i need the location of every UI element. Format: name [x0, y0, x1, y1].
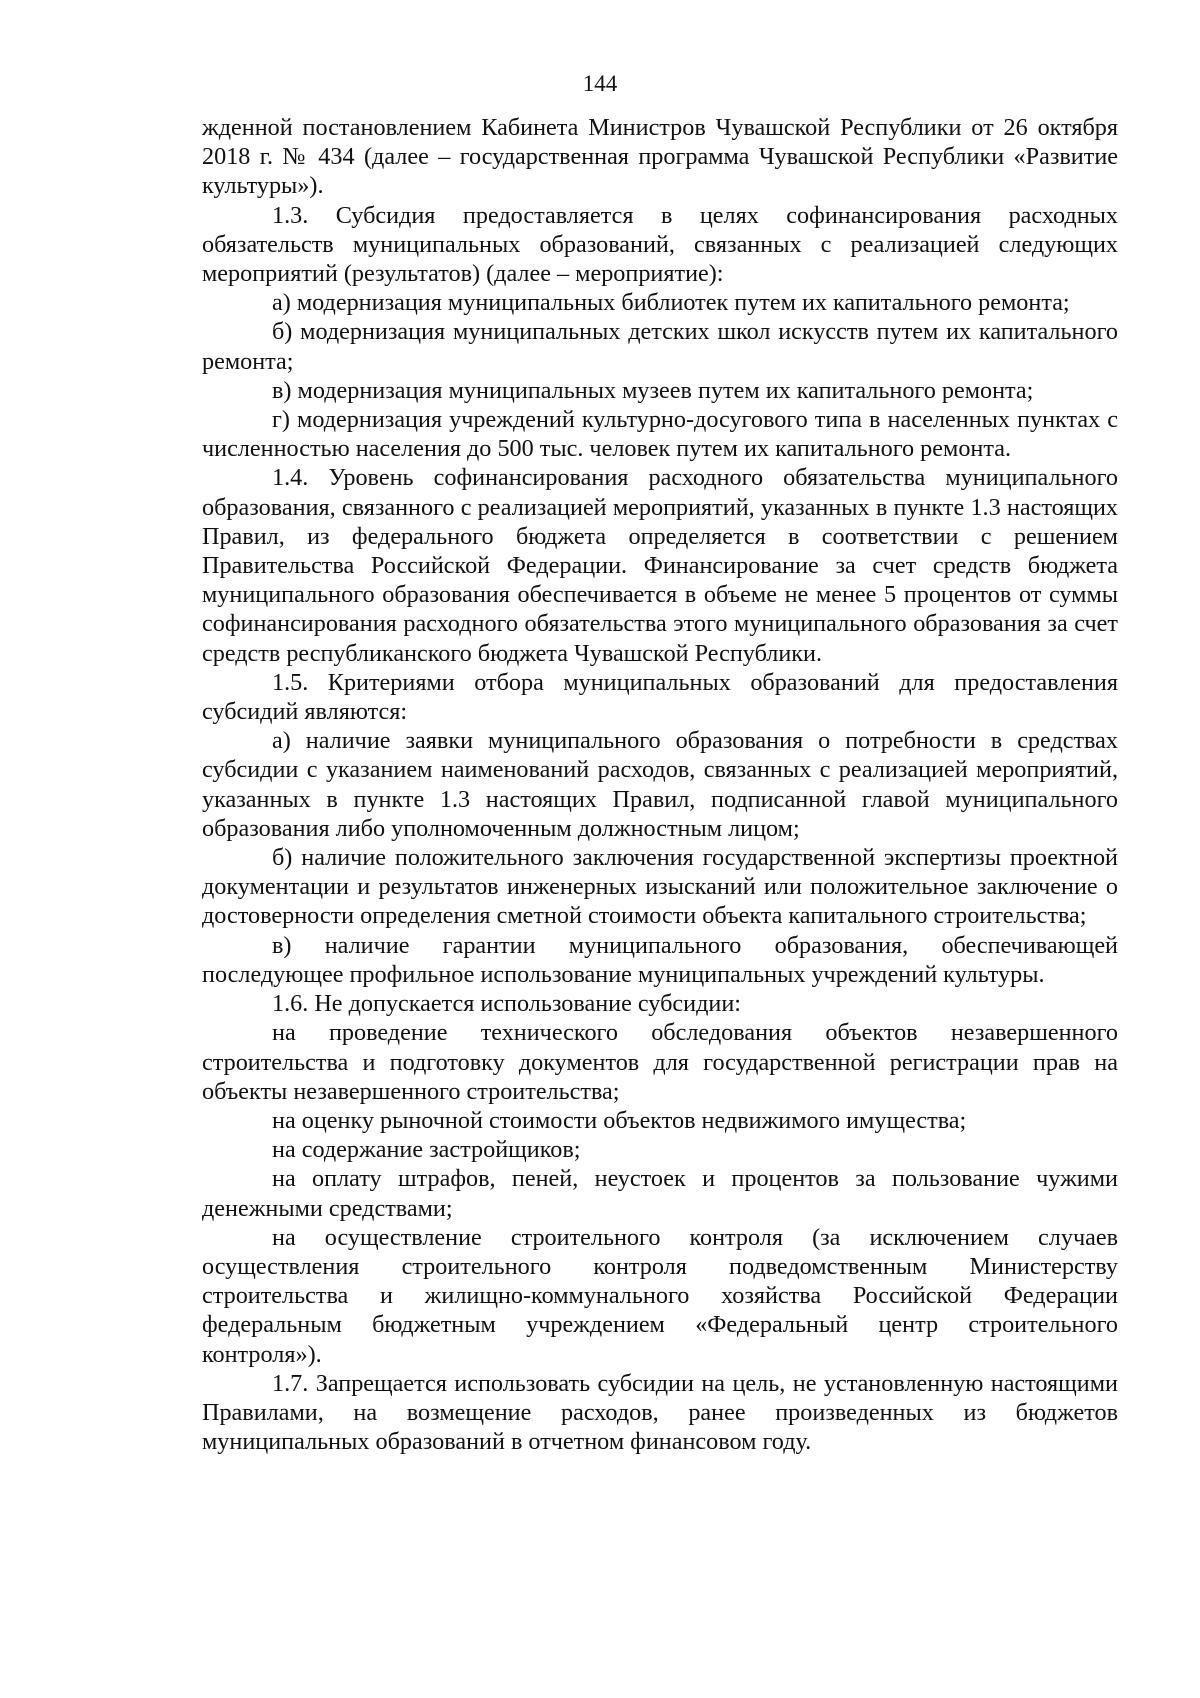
- list-item-1-3-b: б) модернизация муниципальных детских школ искусств путем их капитального ремонта;: [202, 318, 1118, 375]
- list-item-1-5-v: в) наличие гарантии муниципального образования, обеспечивающей последующее профильное использование муниципальных учреждений культуры.: [202, 931, 1118, 988]
- list-item-1-3-a: а) модернизация муниципальных библиотек путем их капитального ремонта;: [272, 289, 1070, 317]
- list-item-1-6-1: на проведение технического обследования объектов незавершенного строительства и подготовку документов для государственной регистрации прав на объекты незавершенного строительства;: [202, 1019, 1118, 1105]
- list-item-1-6-4: на оплату штрафов, пеней, неустоек и процентов за пользование чужими денежными средствами;: [202, 1165, 1118, 1222]
- paragraph-continuation: жденной постановлением Кабинета Министров Чувашской Республики от 26 октября 2018 г. № 434 (далее – государственная программа Чувашской Республики «Развитие культуры»).: [202, 114, 1118, 200]
- paragraph-1-7: 1.7. Запрещается использовать субсидии на цель, не установленную настоящими Правилами, на возмещение расходов, ранее произведенных из бюджетов муниципальных образований в отчетном финансовом году.: [202, 1369, 1118, 1456]
- document-body: [202, 113, 1118, 1456]
- paragraph-1-3: 1.3. Субсидия предоставляется в целях софинансирования расходных обязательств муниципальных образований, связанных с реализацией следующих мероприятий (результатов) (далее – мероприятие):: [202, 201, 1118, 288]
- list-item-1-3-g: г) модернизация учреждений культурно-досугового типа в населенных пунктах с численностью населения до 500 тыс. человек путем их капитального ремонта.: [202, 406, 1118, 463]
- paragraph-1-5: 1.5. Критериями отбора муниципальных образований для предоставления субсидий являются:: [202, 668, 1118, 726]
- paragraph-1-6: 1.6. Не допускается использование субсидии:: [272, 990, 741, 1018]
- list-item-1-6-5: на осуществление строительного контроля (за исключением случаев осуществления строительного контроля подведомственным Министерству строительства и жилищно-коммунального хозяйства Российской Федерации федеральным бюджетным учреждением «Федеральный центр строительного контроля»).: [202, 1223, 1118, 1368]
- list-item-1-6-2: на оценку рыночной стоимости объектов недвижимого имущества;: [272, 1106, 967, 1134]
- list-item-1-5-b: б) наличие положительного заключения государственной экспертизы проектной документации и результатов инженерных изысканий или положительное заключение о достоверности определения сметной стоимости объекта капитального строительства;: [202, 844, 1118, 930]
- page-number: 144: [582, 71, 618, 96]
- list-item-1-6-3: на содержание застройщиков;: [272, 1136, 581, 1164]
- list-item-1-5-a: а) наличие заявки муниципального образования о потребности в средствах субсидии с указанием наименований расходов, связанных с реализацией мероприятий, указанных в пункте 1.3 настоящих Правил, подписанной главой муниципального образования либо уполномоченным должностным лицом;: [202, 727, 1118, 842]
- list-item-1-3-v: в) модернизация муниципальных музеев путем их капитального ремонта;: [272, 376, 1034, 404]
- paragraph-1-4: 1.4. Уровень софинансирования расходного обязательства муниципального образования, связанного с реализацией мероприятий, указанных в пункте 1.3 настоящих Правил, из федерального бюджета определяется в соответствии с решением Правительства Российской Федерации. Финансирование за счет средств бюджета муниципального образования обеспечивается в объеме не менее 5 процентов от суммы софинансирования расходного обязательства этого муниципального образования за счет средств республиканского бюджета Чувашской Республики.: [202, 464, 1118, 667]
